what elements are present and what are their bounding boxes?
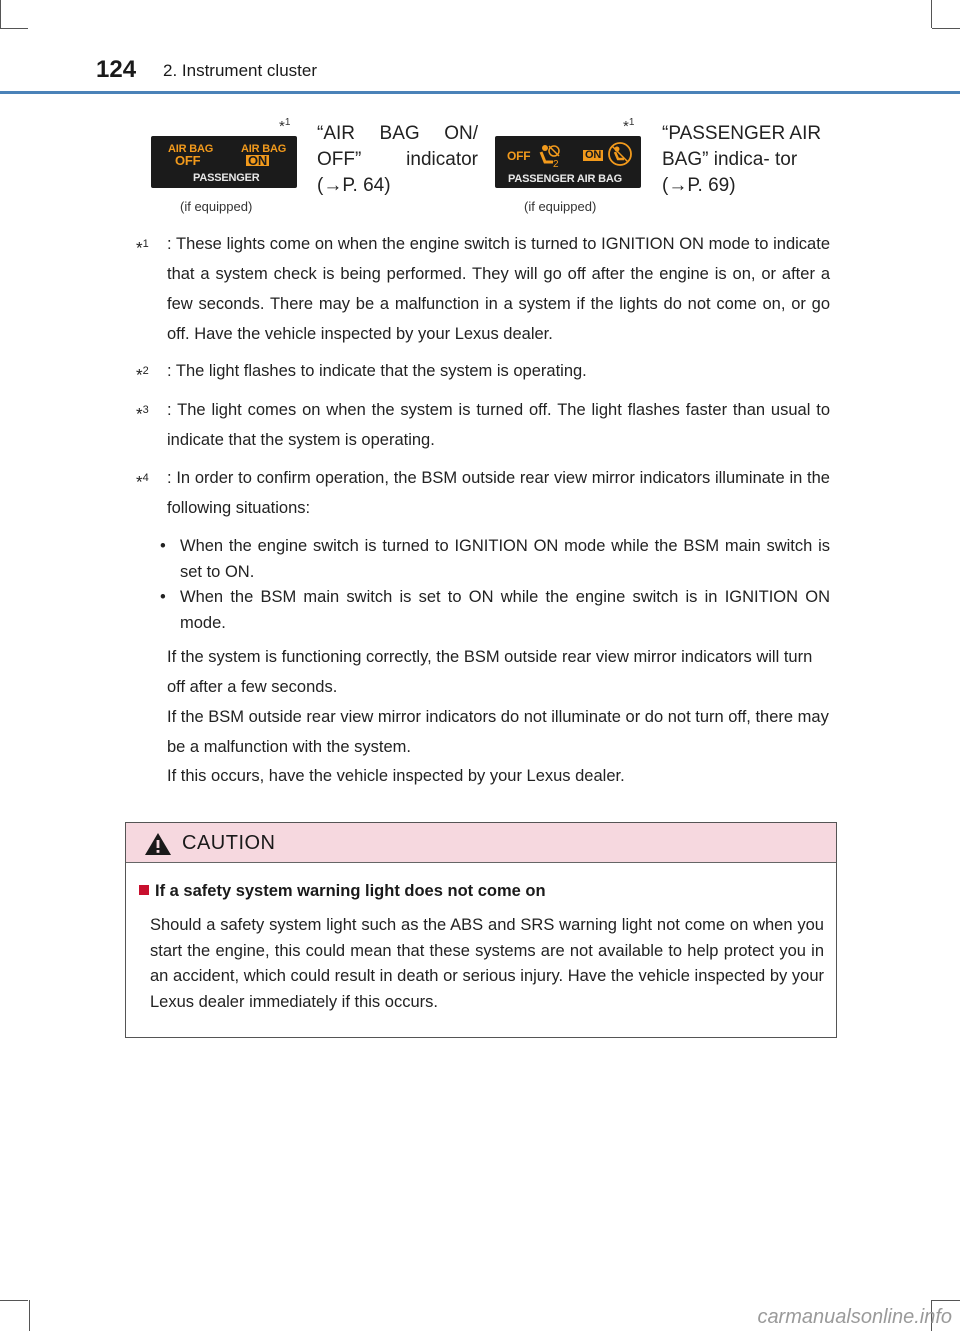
on-label: ON <box>585 149 602 161</box>
seat-airbag-icon <box>607 141 633 167</box>
header-rule <box>0 91 960 94</box>
passenger-airbag-label: PASSENGER AIR BAG <box>508 173 622 185</box>
footnote-ref: *$^1$ <box>279 117 291 135</box>
footnote-2: *$^2$ : The light flashes to indicate that the system is operating. <box>136 362 587 385</box>
section-title: 2. Instrument cluster <box>163 61 318 80</box>
if-equipped-caption: (if equipped) <box>180 199 253 214</box>
list-item: • When the engine switch is turned to IGNITION ON mode while the BSM main switch is set to ON. <box>160 537 830 581</box>
crop-mark <box>0 1300 28 1301</box>
warning-triangle-icon <box>144 832 172 856</box>
seat-airbag-icon <box>535 142 561 168</box>
caution-header <box>126 823 836 863</box>
caution-title: CAUTION <box>182 832 276 854</box>
svg-text:2: 2 <box>553 159 559 168</box>
paragraph: If this occurs, have the vehicle inspected by your Lexus dealer. <box>167 767 625 785</box>
caution-subheading: If a safety system warning light does not come on <box>139 882 546 901</box>
footnote-ref: *$^1$ <box>623 117 635 135</box>
off-label: OFF <box>175 153 201 168</box>
list-item: • When the BSM main switch is set to ON while the engine switch is in IGNITION ON mode. <box>160 588 830 632</box>
caution-box <box>125 822 837 1038</box>
crop-mark <box>932 1300 960 1301</box>
paragraph: If the BSM outside rear view mirror indicators do not illuminate or do not turn off, there may be a malfunction with the system. <box>167 708 829 756</box>
footnote-4: *$^4$ : In order to confirm operation, the BSM outside rear view mirror indicators illuminate in the following situations: <box>136 469 830 517</box>
if-equipped-caption: (if equipped) <box>524 199 597 214</box>
passenger-airbag-indicator-image <box>495 136 641 188</box>
off-label: OFF <box>507 149 531 163</box>
footnote-3: *$^3$ : The light comes on when the system is turned off. The light flashes faster than usual to indicate that the system is operating. <box>136 401 830 449</box>
crop-mark <box>0 28 28 29</box>
caution-text: Should a safety system light such as the ABS and SRS warning light not come on when you start the engine, this could mean that these systems are not available to help protect you in an accident, which could result in death or serious injury. Have the vehicle inspected by your Lexus dealer immediately if this occurs. <box>150 916 824 1011</box>
crop-mark <box>931 0 932 28</box>
airbag-on-off-description: “AIR BAG ON/ OFF” indicator (→P. 64) <box>317 123 478 196</box>
red-square-icon <box>139 885 149 895</box>
paragraph: If the system is functioning correctly, the BSM outside rear view mirror indicators will turn off after a few seconds. <box>167 648 813 696</box>
on-label: ON <box>248 153 268 168</box>
airbag-right-label: AIR BAG <box>241 143 287 155</box>
airbag-left-label: AIR BAG <box>168 143 214 155</box>
passenger-label: PASSENGER <box>193 172 260 184</box>
airbag-on-off-indicator-image <box>151 136 297 188</box>
watermark: carmanualsonline.info <box>757 1306 952 1328</box>
crop-mark <box>29 1300 30 1331</box>
crop-mark <box>932 28 960 29</box>
crop-mark <box>0 0 1 28</box>
page-number: 124 <box>96 56 137 83</box>
passenger-airbag-description: “PASSENGER AIR BAG” indica- tor (→P. 69) <box>662 123 822 196</box>
footnote-1: *$^1$ : These lights come on when the engine switch is turned to IGNITION ON mode to indicate that a system check is being performed. They will go off after the engine is on, or after a few seconds. There may be a malfunction in a system if the lights do not come on, or go off. Have the vehicle inspected by your Lexus dealer. <box>136 235 830 343</box>
